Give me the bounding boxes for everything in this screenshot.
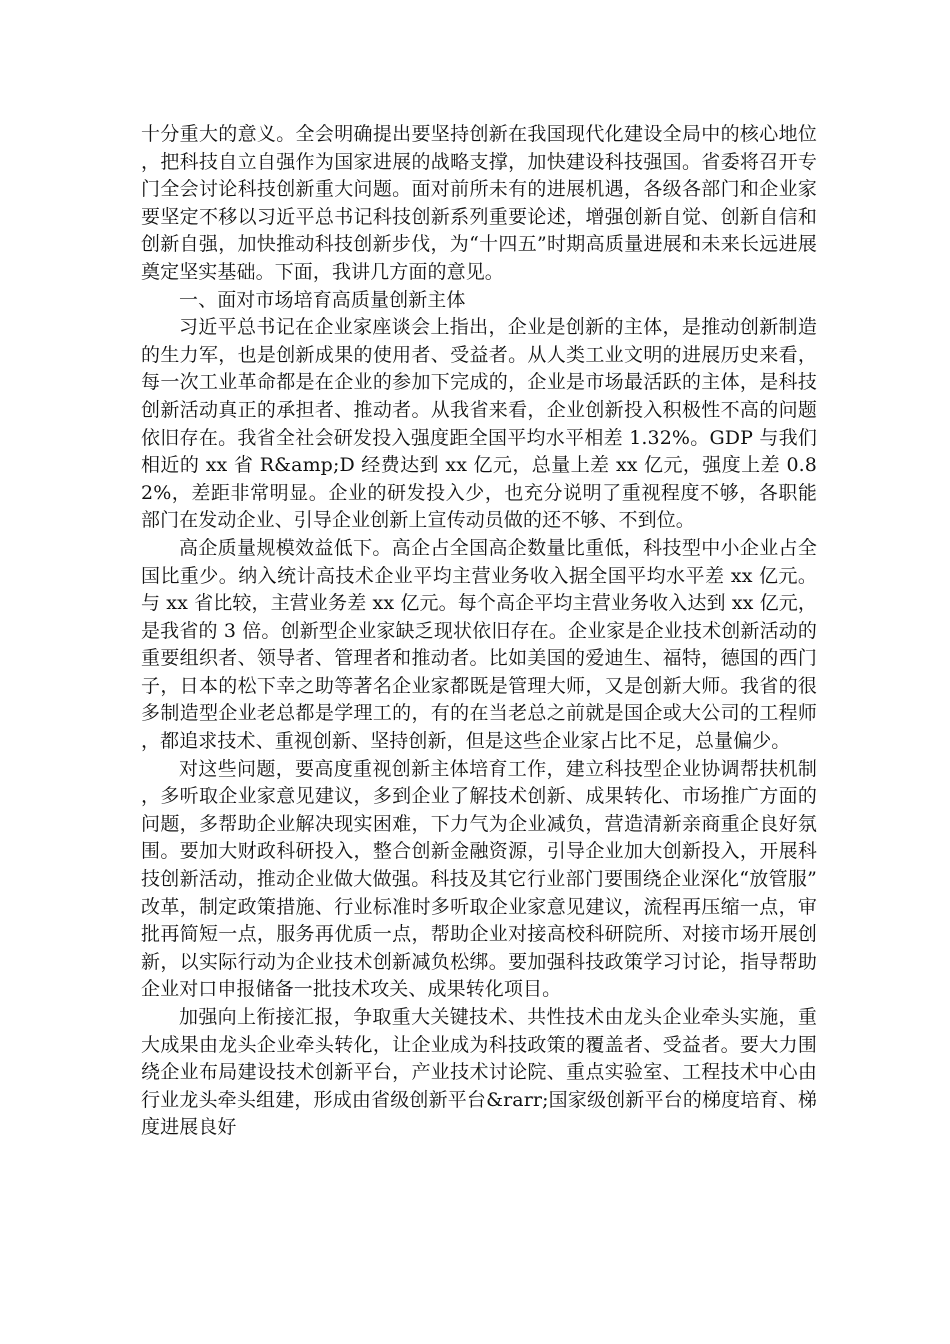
document-page xyxy=(141,121,817,1142)
section-heading: 一、面对市场培育高质量创新主体 xyxy=(179,288,466,311)
paragraph-high-tech-enterprises: 高企质量规模效益低下。高企占全国高企数量比重低，科技型中小企业占全国比重少。纳入统计高技术企业平均主营业务收入据全国平均水平差 xx 亿元。与 xx 省比较，主营业务差 xx 亿元。每个高企平均主营业务收入达到 xx 亿元，是我省的 3 倍。创新型企业家缺乏现状依旧存在。企业家是企业技术创新活动的重要组织者、领导者、管理者和推动者。比如美国的爱迪生、福特，德国的西门子，日本的松下幸之助等著名企业家都既是管理大师，又是创新大师。我省的很多制造型企业老总都是学理工的，有的在当老总之前就是国企或大公司的工程师，都追求技术、重视创新、坚持创新，但是这些企业家占比不足，总量偏少。 xyxy=(141,536,817,753)
paragraph-measures: 对这些问题，要高度重视创新主体培育工作，建立科技型企业协调帮扶机制，多听取企业家意见建议，多到企业了解技术创新、成果转化、市场推广方面的问题，多帮助企业解决现实困难，下力气为企业减负，营造清新亲商重企良好氛围。要加大财政科研投入，整合创新金融资源，引导企业加大创新投入，开展科技创新活动，推动企业做大做强。科技及其它行业部门要围绕企业深化“放管服”改革，制定政策措施、行业标准时多听取企业家意见建议，流程再压缩一点，审批再简短一点，服务再优质一点，帮助企业对接高校科研院所、对接市场开展创新，以实际行动为企业技术创新减负松绑。要加强科技政策学习讨论，指导帮助企业对口申报储备一批技术攻关、成果转化项目。 xyxy=(141,757,817,1001)
paragraph-intro: 十分重大的意义。全会明确提出要坚持创新在我国现代化建设全局中的核心地位，把科技自立自强作为国家进展的战略支撑，加快建设科技强国。省委将召开专门全会讨论科技创新重大问题。面对前所未有的进展机遇，各级各部门和企业家要坚定不移以习近平总书记科技创新系列重要论述，增强创新自觉、创新自信和创新自强，加快推动科技创新步伐，为“十四五”时期高质量进展和未来长远进展奠定坚实基础。下面，我讲几方面的意见。 xyxy=(141,123,817,283)
paragraph-enterprise-innovation: 习近平总书记在企业家座谈会上指出，企业是创新的主体，是推动创新制造的生力军，也是创新成果的使用者、受益者。从人类工业文明的进展历史来看，每一次工业革命都是在企业的参加下完成的，企业是市场最活跃的主体，是科技创新活动真正的承担者、推动者。从我省来看，企业创新投入积极性不高的问题依旧存在。我省全社会研发投入强度距全国平均水平相差 1.32%。GDP 与我们相近的 xx 省 R&amp;D 经费达到 xx 亿元，总量上差 xx 亿元，强度上差 0.82%，差距非常明显。企业的研发投入少，也充分说明了重视程度不够，各职能部门在发动企业、引导企业创新上宣传动员做的还不够、不到位。 xyxy=(141,316,817,532)
paragraph-platforms: 加强向上衔接汇报，争取重大关键技术、共性技术由龙头企业牵头实施，重大成果由龙头企业牵头转化，让企业成为科技政策的覆盖者、受益者。要大力围绕企业布局建设技术创新平台，产业技术讨论院、重点实验室、工程技术中心由行业龙头牵头组建，形成由省级创新平台&rarr;国家级创新平台的梯度培育、梯度进展良好 xyxy=(141,1006,817,1139)
